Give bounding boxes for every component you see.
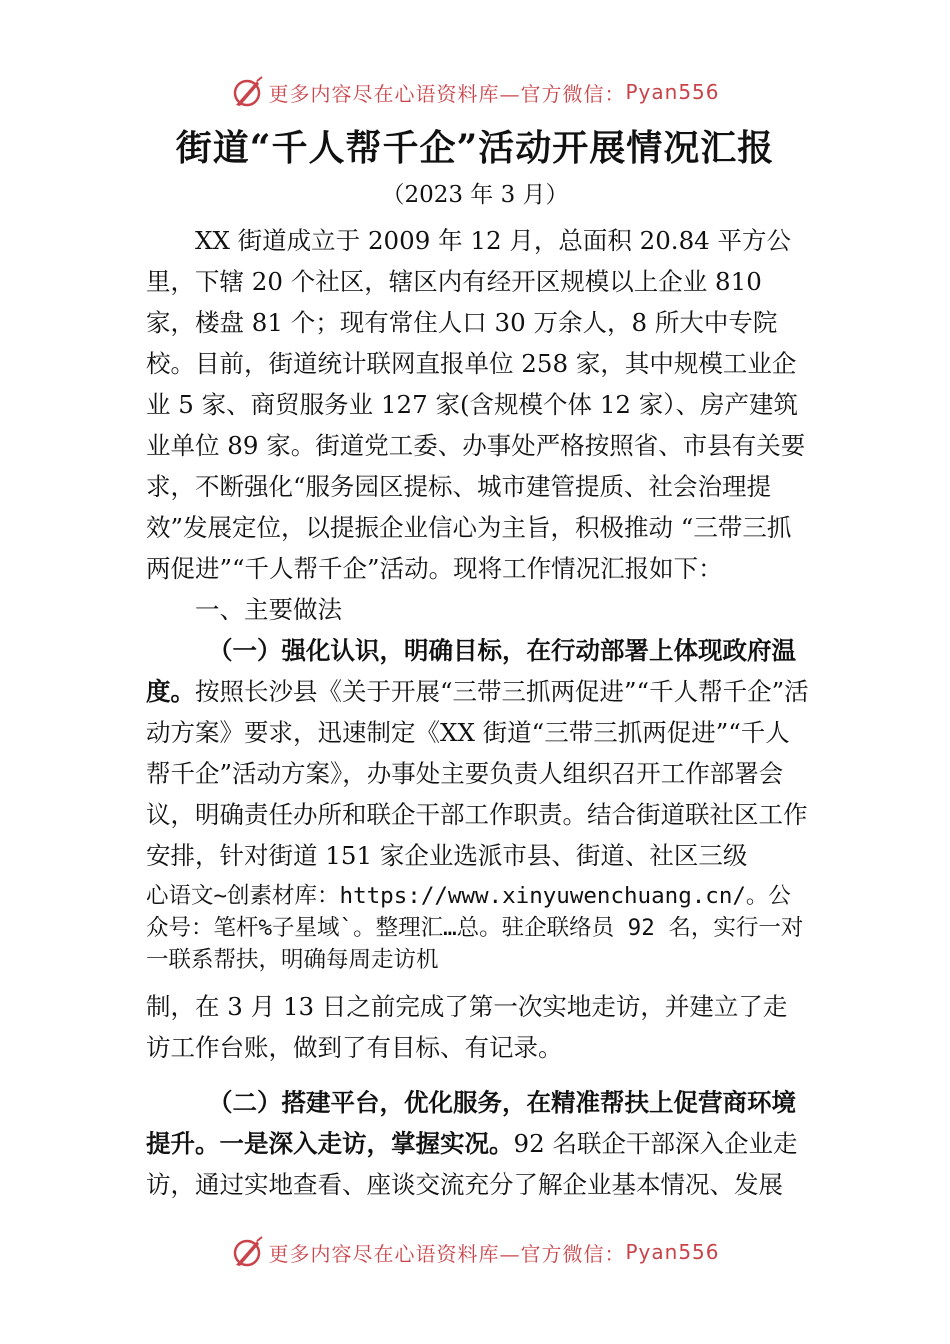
watermark-text: 更多内容尽在心语资料库—官方微信：: [268, 1241, 626, 1266]
subsection-1: [146, 630, 810, 876]
subsection-2-heading: （二）搭建平台，优化服务，在精准帮扶上促营商环境提升。: [146, 1088, 796, 1158]
top-watermark: [0, 72, 950, 112]
document-body: [146, 220, 810, 1205]
subsection-1-continued: 制，在 3 月 13 日之前完成了第一次实地走访，并建立了走访工作台账，做到了有目标、有记录。: [146, 992, 788, 1062]
watermark-code: Pyan556: [625, 1240, 720, 1264]
bottom-watermark: [0, 1232, 950, 1272]
quill-pen-logo-icon: [230, 1235, 264, 1269]
watermark-code: Pyan556: [625, 80, 720, 104]
subsection-2-lead: 一是深入走访，掌握实况。: [219, 1129, 514, 1158]
quill-pen-logo-icon: [230, 75, 264, 109]
subsection-1-body: 按照长沙县《关于开展“三带三抓两促进”“千人帮千企”活动方案》要求，迅速制定《XX 街道“三带三抓两促进”“千人帮千企”活动方案》，办事处主要负责人组织召开工作部署会议，明确责任办所和联企干部工作职责。结合街道联社区工作安排，针对街道 151 家企业选派市县、街道、社区三级: [146, 677, 809, 870]
inserted-source-note: 心语文~创素材库：https://www.xinyuwenchuang.cn/。公众号：笔杆%子星域`。整理汇…总。驻企联络员 92 名，实行一对一联系帮扶，明确每周走访机: [146, 883, 804, 973]
intro-paragraph: XX 街道成立于 2009 年 12 月，总面积 20.84 平方公里，下辖 20 个社区，辖区内有经开区规模以上企业 810 家，楼盘 81 个；现有常住人口 30 万余人，8 所大中专院校。目前，街道统计联网直报单位 258 家，其中规模工业企业 5 家、商贸服务业 127 家(含规模个体 12 家）、房产建筑业单位 89 家。街道党工委、办事处严格按照省、市县有关要求，不断强化“服务园区提标、城市建管提质、社会治理提效”发展定位，以提振企业信心为主旨，积极推动 “三带三抓两促进”“千人帮千企”活动。现将工作情况汇报如下：: [146, 226, 806, 583]
subsection-1-heading: （一）强化认识，明确目标，在行动部署上体现政府温度。: [146, 636, 796, 706]
subsection-2-body: 92 名联企干部深入企业走访，通过实地查看、座谈交流充分了解企业基本情况、发展: [146, 1129, 798, 1199]
section-heading-1: 一、主要做法: [195, 595, 342, 624]
document-date: （2023 年 3 月）: [381, 182, 569, 208]
watermark-text: 更多内容尽在心语资料库—官方微信：: [268, 81, 626, 106]
document-title: 街道“千人帮千企”活动开展情况汇报: [175, 127, 775, 169]
subsection-2: [146, 1082, 810, 1205]
